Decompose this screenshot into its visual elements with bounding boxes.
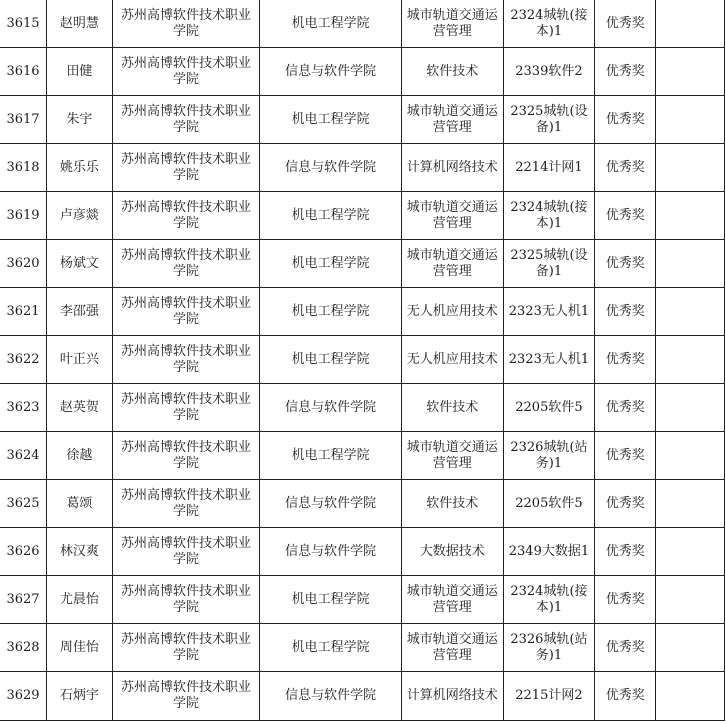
college-cell: 信息与软件学院 — [260, 384, 402, 432]
row-number-cell: 3618 — [0, 144, 46, 192]
class-cell: 2349大数据1 — [503, 528, 595, 576]
college-cell: 机电工程学院 — [260, 576, 402, 624]
row-number-cell: 3617 — [0, 96, 46, 144]
student-name-cell: 田健 — [46, 48, 112, 96]
class-cell: 2323无人机1 — [503, 336, 595, 384]
school-cell: 苏州高博软件技术职业学院 — [112, 192, 260, 240]
class-cell: 2324城轨(接本)1 — [503, 0, 595, 48]
college-cell: 机电工程学院 — [260, 96, 402, 144]
note-cell — [656, 576, 725, 624]
student-name-cell: 叶正兴 — [46, 336, 112, 384]
note-cell — [656, 624, 725, 672]
note-cell — [656, 384, 725, 432]
table-row — [0, 192, 725, 240]
class-cell: 2339软件2 — [503, 48, 595, 96]
student-name-cell: 葛颂 — [46, 480, 112, 528]
student-name-cell: 石炳宇 — [46, 672, 112, 721]
major-cell: 城市轨道交通运营管理 — [401, 432, 503, 480]
row-number-cell: 3627 — [0, 576, 46, 624]
major-cell: 计算机网络技术 — [401, 144, 503, 192]
college-cell: 机电工程学院 — [260, 240, 402, 288]
college-cell: 信息与软件学院 — [260, 528, 402, 576]
class-cell: 2205软件5 — [503, 480, 595, 528]
class-cell: 2326城轨(站务)1 — [503, 624, 595, 672]
table-row — [0, 384, 725, 432]
row-number-cell: 3619 — [0, 192, 46, 240]
row-number-cell: 3624 — [0, 432, 46, 480]
note-cell — [656, 0, 725, 48]
major-cell: 城市轨道交通运营管理 — [401, 624, 503, 672]
award-cell: 优秀奖 — [595, 480, 656, 528]
school-cell: 苏州高博软件技术职业学院 — [112, 144, 260, 192]
school-cell: 苏州高博软件技术职业学院 — [112, 288, 260, 336]
class-cell: 2215计网2 — [503, 672, 595, 721]
table-row — [0, 288, 725, 336]
table-row — [0, 240, 725, 288]
college-cell: 信息与软件学院 — [260, 672, 402, 721]
note-cell — [656, 144, 725, 192]
note-cell — [656, 192, 725, 240]
college-cell: 机电工程学院 — [260, 192, 402, 240]
college-cell: 信息与软件学院 — [260, 480, 402, 528]
note-cell — [656, 528, 725, 576]
award-cell: 优秀奖 — [595, 96, 656, 144]
student-name-cell: 徐越 — [46, 432, 112, 480]
school-cell: 苏州高博软件技术职业学院 — [112, 432, 260, 480]
college-cell: 信息与软件学院 — [260, 48, 402, 96]
major-cell: 计算机网络技术 — [401, 672, 503, 721]
row-number-cell: 3615 — [0, 0, 46, 48]
table-row — [0, 432, 725, 480]
row-number-cell: 3616 — [0, 48, 46, 96]
row-number-cell: 3620 — [0, 240, 46, 288]
class-cell: 2205软件5 — [503, 384, 595, 432]
class-cell: 2214计网1 — [503, 144, 595, 192]
award-cell: 优秀奖 — [595, 192, 656, 240]
school-cell: 苏州高博软件技术职业学院 — [112, 672, 260, 721]
school-cell: 苏州高博软件技术职业学院 — [112, 96, 260, 144]
note-cell — [656, 288, 725, 336]
row-number-cell: 3629 — [0, 672, 46, 721]
college-cell: 机电工程学院 — [260, 336, 402, 384]
student-name-cell: 赵英贺 — [46, 384, 112, 432]
major-cell: 城市轨道交通运营管理 — [401, 192, 503, 240]
award-cell: 优秀奖 — [595, 240, 656, 288]
award-cell: 优秀奖 — [595, 144, 656, 192]
student-name-cell: 尤晨怡 — [46, 576, 112, 624]
major-cell: 城市轨道交通运营管理 — [401, 576, 503, 624]
note-cell — [656, 336, 725, 384]
note-cell — [656, 432, 725, 480]
row-number-cell: 3621 — [0, 288, 46, 336]
row-number-cell: 3625 — [0, 480, 46, 528]
class-cell: 2324城轨(接本)1 — [503, 192, 595, 240]
award-cell: 优秀奖 — [595, 672, 656, 721]
school-cell: 苏州高博软件技术职业学院 — [112, 576, 260, 624]
note-cell — [656, 480, 725, 528]
note-cell — [656, 240, 725, 288]
student-name-cell: 朱宇 — [46, 96, 112, 144]
school-cell: 苏州高博软件技术职业学院 — [112, 528, 260, 576]
school-cell: 苏州高博软件技术职业学院 — [112, 384, 260, 432]
award-cell: 优秀奖 — [595, 528, 656, 576]
student-name-cell: 周佳怡 — [46, 624, 112, 672]
award-cell: 优秀奖 — [595, 288, 656, 336]
table-row — [0, 576, 725, 624]
award-cell: 优秀奖 — [595, 384, 656, 432]
major-cell: 软件技术 — [401, 48, 503, 96]
student-name-cell: 卢彦燚 — [46, 192, 112, 240]
note-cell — [656, 96, 725, 144]
major-cell: 大数据技术 — [401, 528, 503, 576]
class-cell: 2325城轨(设备)1 — [503, 240, 595, 288]
table-row — [0, 480, 725, 528]
award-cell: 优秀奖 — [595, 336, 656, 384]
college-cell: 机电工程学院 — [260, 432, 402, 480]
student-name-cell: 姚乐乐 — [46, 144, 112, 192]
row-number-cell: 3622 — [0, 336, 46, 384]
table-row — [0, 624, 725, 672]
class-cell: 2323无人机1 — [503, 288, 595, 336]
table-row — [0, 0, 725, 48]
note-cell — [656, 672, 725, 721]
school-cell: 苏州高博软件技术职业学院 — [112, 624, 260, 672]
college-cell: 信息与软件学院 — [260, 144, 402, 192]
table-row — [0, 336, 725, 384]
table-row — [0, 528, 725, 576]
class-cell: 2326城轨(站务)1 — [503, 432, 595, 480]
award-cell: 优秀奖 — [595, 0, 656, 48]
class-cell: 2325城轨(设备)1 — [503, 96, 595, 144]
student-name-cell: 赵明慧 — [46, 0, 112, 48]
school-cell: 苏州高博软件技术职业学院 — [112, 240, 260, 288]
school-cell: 苏州高博软件技术职业学院 — [112, 480, 260, 528]
table-row — [0, 144, 725, 192]
award-cell: 优秀奖 — [595, 624, 656, 672]
award-cell: 优秀奖 — [595, 48, 656, 96]
table-row — [0, 96, 725, 144]
class-cell: 2324城轨(接本)1 — [503, 576, 595, 624]
major-cell: 城市轨道交通运营管理 — [401, 240, 503, 288]
school-cell: 苏州高博软件技术职业学院 — [112, 336, 260, 384]
row-number-cell: 3626 — [0, 528, 46, 576]
school-cell: 苏州高博软件技术职业学院 — [112, 0, 260, 48]
college-cell: 机电工程学院 — [260, 0, 402, 48]
major-cell: 城市轨道交通运营管理 — [401, 96, 503, 144]
college-cell: 机电工程学院 — [260, 288, 402, 336]
row-number-cell: 3623 — [0, 384, 46, 432]
major-cell: 城市轨道交通运营管理 — [401, 0, 503, 48]
award-cell: 优秀奖 — [595, 432, 656, 480]
table-row — [0, 672, 725, 721]
student-name-cell: 林汉爽 — [46, 528, 112, 576]
student-name-cell: 李邵强 — [46, 288, 112, 336]
note-cell — [656, 48, 725, 96]
student-name-cell: 杨斌文 — [46, 240, 112, 288]
major-cell: 无人机应用技术 — [401, 288, 503, 336]
major-cell: 无人机应用技术 — [401, 336, 503, 384]
table-row — [0, 48, 725, 96]
major-cell: 软件技术 — [401, 384, 503, 432]
major-cell: 软件技术 — [401, 480, 503, 528]
row-number-cell: 3628 — [0, 624, 46, 672]
school-cell: 苏州高博软件技术职业学院 — [112, 48, 260, 96]
college-cell: 机电工程学院 — [260, 624, 402, 672]
award-cell: 优秀奖 — [595, 576, 656, 624]
